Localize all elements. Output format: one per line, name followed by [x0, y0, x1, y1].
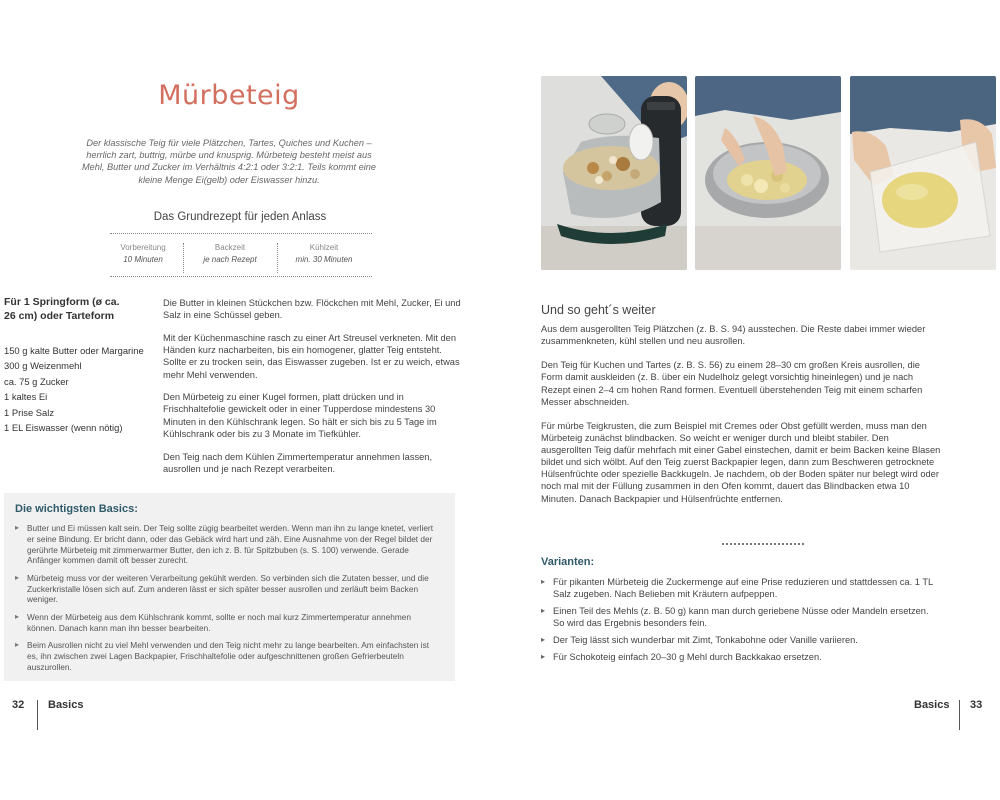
divider [722, 543, 804, 545]
paragraph: Für mürbe Teigkrusten, die zum Beispiel mit Cremes oder Obst gefüllt werden, muss man den Mürbeteig zunächst blindbacken. So weicht er weniger durch und bleibt stabiler. Den ausgerollten Teig dafür mehrfach mit einer Gabel einstechen, damit er beim Backen keine Blasen bildet und sich wölbt. Auf den Teig zuerst Backpapier legen, dann zum Beschweren getrocknete Hülsenfrüchte oder spezielle Backkugeln. Je nachdem, ob der Boden später nur belegt wird oder noch mal mit der Füllung zusammen in den Ofen kommt, dauert das Blindbacken etwa 10 Minuten. Danach Backpapier und Hülsenfrüchte entfernen. [541, 420, 941, 504]
recipe-title: Mürbeteig [158, 80, 300, 111]
continuation-heading: Und so geht´s weiter [541, 303, 656, 317]
intro-text: Der klassische Teig für viele Plätzchen, Tartes, Quiches und Kuchen – herrlich zart, buttrig, mürbe und knusprig. Mürbeteig besteht meist aus Mehl, Butter und Zucker im Verhältnis 4:2:1 oder 3:2:1. Teils kommt eine kleine Menge Ei(gelb) oder Eiswasser hinzu. [82, 138, 376, 185]
variant-item: ▸ Für pikanten Mürbeteig die Zuckermenge auf eine Prise reduzieren und stattdessen ca. 1 TL Salz zugeben. Nach Belieben mit Kräutern aufpeppen. [541, 576, 941, 600]
method-step: Den Teig nach dem Kühlen Zimmertemperatur annehmen lassen, ausrollen und je nach Rezept verarbeiten. [163, 451, 433, 474]
basic-recipe-heading: Das Grundrezept für jeden Anlass [153, 211, 327, 223]
paragraph: Aus dem ausgerollten Teig Plätzchen (z. B. S. 94) ausstechen. Die Reste dabei immer wieder zusammenkneten, kühl stellen und neu ausrollen. [541, 324, 926, 347]
method-step: Den Mürbeteig zu einer Kugel formen, platt drücken und in Frischhaltefolie gewickelt oder in einer Tupperdose mindestens 30 Minuten in den Kühlschrank legen. So hält er sich bis zu 5 Tage im Kühlschrank oder bis zu 3 Monate im Tiefkühler. [163, 392, 437, 439]
ingredient-item: 150 g kalte Butter oder Margarine [4, 345, 144, 356]
variant-item: ▸ Der Teig lässt sich wunderbar mit Zimt, Tonkabohne oder Vanille variieren. [541, 634, 941, 646]
page-footer [12, 699, 84, 711]
basics-item: ▸ Beim Ausrollen nicht zu viel Mehl verwenden und den Teig nicht mehr zu lange bearbeiten. Am einfachsten ist es, ihn zwischen zwei Lagen Backpapier, Frischhaltefolie oder aufgeschnittenen großen Gefrierbeuteln auszurollen. [15, 640, 435, 672]
variant-item: ▸ Für Schokoteig einfach 20–30 g Mehl durch Backkakao ersetzen. [541, 651, 941, 663]
section-label: Basics [914, 699, 950, 711]
meta-cooling [278, 243, 370, 264]
paragraph: Den Teig für Kuchen und Tartes (z. B. S. 56) zu einem 28–30 cm großen Kreis ausrollen, die Form damit auskleiden (z. B. über ein Nudelholz gelegt vorsichtig hineinlegen) und je nach Rezept einen 2–4 cm hohen Rand formen. Eventuell überstehenden Teig mit einem scharfen Messer abschneiden. [541, 360, 923, 407]
footer-divider [37, 700, 38, 730]
ingredient-item: 1 Prise Salz [4, 406, 55, 418]
ingredient-item: 300 g Weizenmehl [4, 360, 82, 372]
method-step: Die Butter in kleinen Stückchen bzw. Flöckchen mit Mehl, Zucker, Ei und Salz in eine Schüssel geben. [163, 298, 461, 321]
basics-box-title: Die wichtigsten Basics: [15, 503, 138, 515]
variant-item: ▸ Einen Teil des Mehls (z. B. 50 g) kann man durch geriebene Nüsse oder Mandeln ersetzen. So wird das Ergebnis besonders fein. [541, 605, 941, 629]
page-number: 32 [12, 699, 25, 711]
continuation-text [541, 323, 941, 517]
divider [110, 276, 372, 277]
meta-label: Vorbereitung [120, 243, 166, 252]
method-step: Mit der Küchenmaschine rasch zu einer Art Streusel verkneten. Mit den Händen kurz nacharbeiten, bis ein homogener, glatter Teig entsteht. Sollte er zu trocken sein, das Eiswasser zugeben. Ist er zu weich, etwas mehr Mehl verwenden. [163, 332, 460, 380]
meta-value: je nach Rezept [203, 255, 257, 264]
ingredients-list [4, 345, 154, 437]
basics-item: ▸ Butter und Ei müssen kalt sein. Der Teig sollte zügig bearbeitet werden. Wenn man ihn zu lange knetet, verliert er seine Bindung. Er bricht dann, oder das Gebäck wird hart und zäh. Eine Ausnahme von der Regel bildet der gerührte Mürbeteig mit zimmerwarmer Butter, den ich z. B. für Spitzbuben (s. S. 100) verwende. Gerade Anfänger kommen damit oft besser zurecht. [15, 523, 435, 566]
photo-dough-in-film [850, 76, 996, 270]
basics-box [4, 493, 455, 681]
variants-title: Varianten: [541, 556, 595, 568]
meta-value: min. 30 Minuten [295, 255, 353, 264]
basics-item: ▸ Mürbeteig muss vor der weiteren Verarbeitung gekühlt werden. So verbinden sich die Zutaten besser, und die Zuckerkristalle lösen sich auf. Zum anderen lässt er sich später besser ausrollen und zerläuft beim Backen weniger. [15, 573, 435, 605]
page-number: 33 [970, 699, 983, 711]
footer-divider [959, 700, 960, 730]
meta-value: 10 Minuten [123, 255, 163, 264]
right-page [500, 0, 1000, 800]
photo-hands-kneading [695, 76, 841, 270]
ingredient-item: ca. 75 g Zucker [4, 375, 69, 387]
meta-label: Kühlzeit [309, 243, 339, 252]
basics-item: ▸ Wenn der Mürbeteig aus dem Kühlschrank kommt, sollte er noch mal kurz Zimmertemperatur annehmen können. Danach kann man ihn besser bearbeiten. [15, 612, 435, 634]
meta-label: Backzeit [214, 243, 246, 252]
ingredient-item: 1 kaltes Ei [4, 391, 48, 403]
ingredient-item: 1 EL Eiswasser (wenn nötig) [4, 421, 123, 433]
photo-mixer-kneading [541, 76, 687, 270]
meta-baking [184, 243, 276, 264]
basics-list [15, 523, 435, 679]
section-label: Basics [48, 699, 84, 711]
ingredients-heading: Für 1 Springform (ø ca. 26 cm) oder Tarteform [4, 296, 120, 322]
variants-list [541, 576, 941, 669]
divider [110, 233, 372, 234]
meta-preparation [104, 243, 182, 264]
method-steps [163, 297, 463, 485]
